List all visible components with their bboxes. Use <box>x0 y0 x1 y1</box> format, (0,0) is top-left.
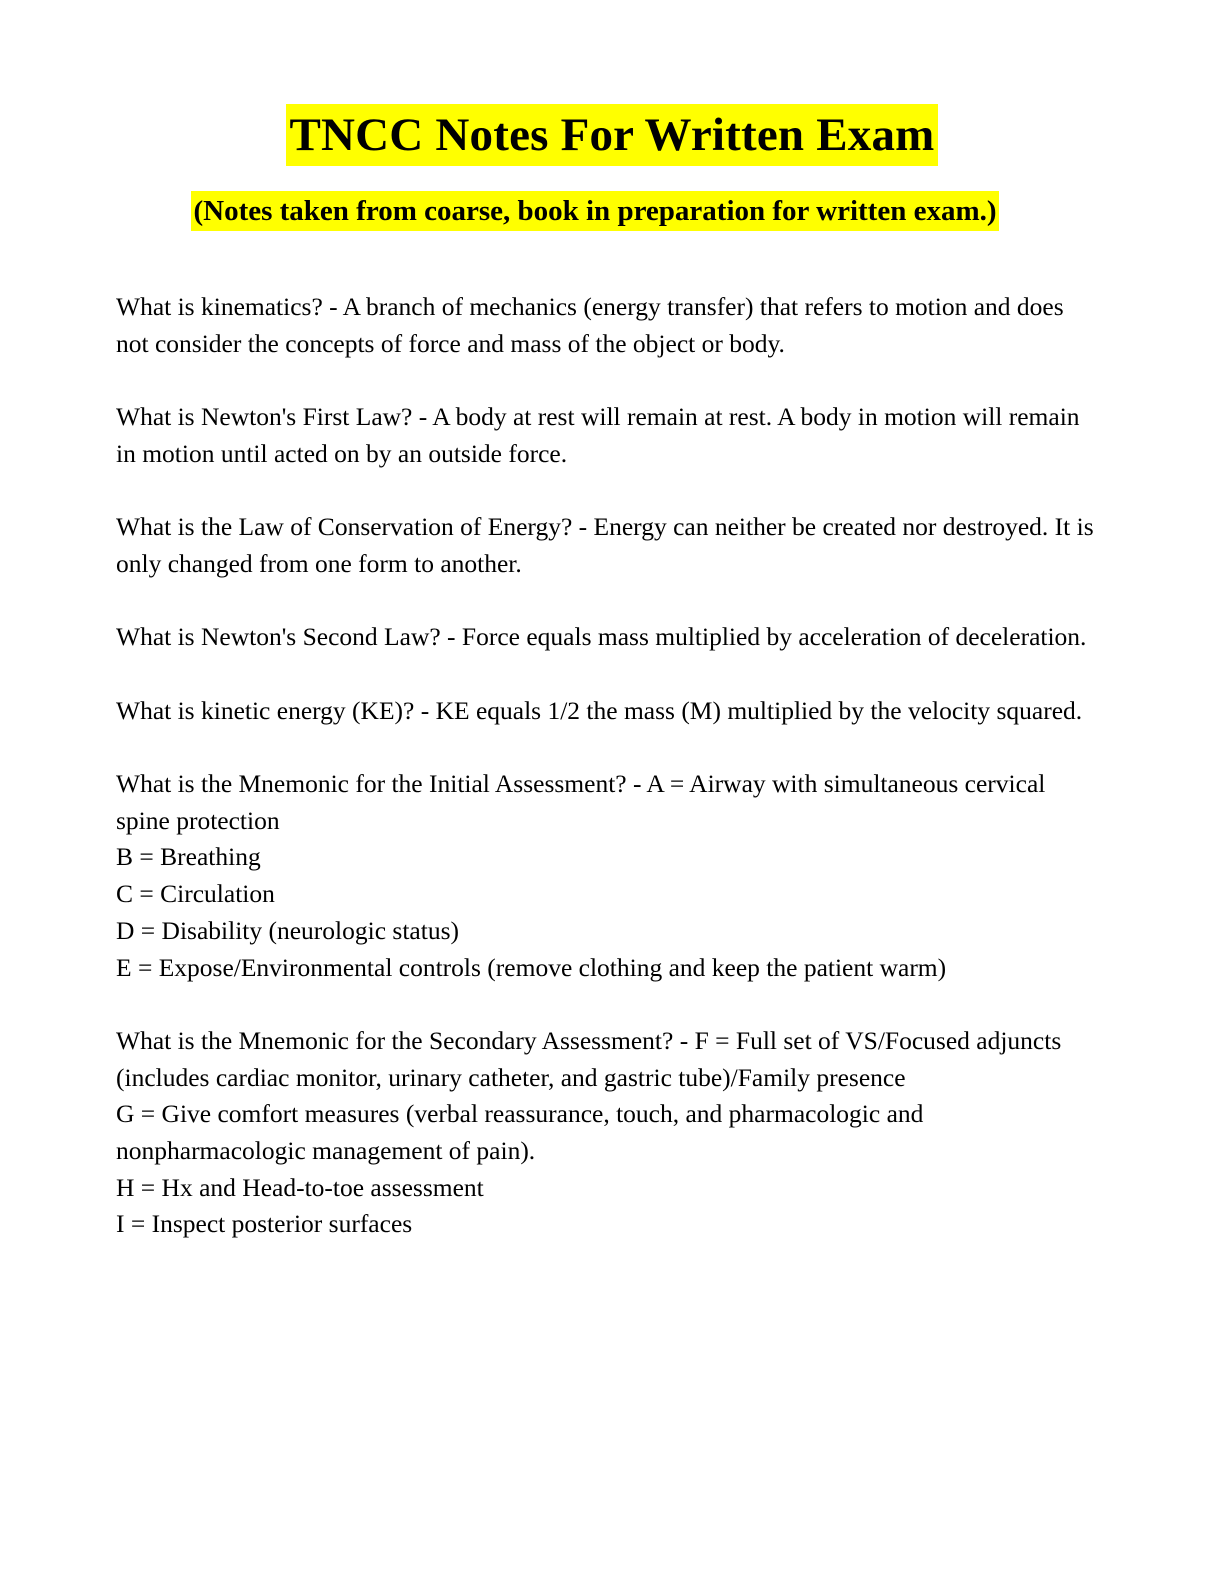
mnemonic-line: D = Disability (neurologic status) <box>116 915 459 945</box>
note-conservation-of-energy <box>116 509 1096 582</box>
note-text: What is Newton's First Law? - A body at rest will remain at rest. A body in motion will remain in motion until acted on by an outside force. <box>116 402 1080 468</box>
mnemonic-line: E = Expose/Environmental controls (remove clothing and keep the patient warm) <box>116 952 947 982</box>
note-text: What is kinematics? - A branch of mechanics (energy transfer) that refers to motion and does not consider the concepts of force and mass of the object or body. <box>116 292 1064 358</box>
notes-body <box>116 289 1096 1280</box>
note-newtons-first-law <box>116 399 1096 472</box>
note-text: What is Newton's Second Law? - Force equals mass multiplied by acceleration of deceleration. <box>116 622 1087 652</box>
mnemonic-line: G = Give comfort measures (verbal reassurance, touch, and pharmacologic and nonpharmacologic management of pain). <box>116 1099 924 1166</box>
mnemonic-line: I = Inspect posterior surfaces <box>116 1209 413 1239</box>
page-subtitle: (Notes taken from coarse, book in preparation for written exam.) <box>191 191 998 231</box>
note-initial-assessment <box>116 766 1096 986</box>
subtitle-container <box>0 191 1190 231</box>
mnemonic-line: H = Hx and Head-to-toe assessment <box>116 1172 484 1202</box>
title-container <box>0 104 1224 166</box>
mnemonic-line: C = Circulation <box>116 879 275 909</box>
note-kinematics <box>116 289 1096 362</box>
note-text: What is the Mnemonic for the Secondary Assessment? - F = Full set of VS/Focused adjuncts (includes cardiac monitor, urinary catheter, and gastric tube)/Family presence <box>116 1025 1062 1092</box>
note-kinetic-energy <box>116 693 1096 730</box>
note-secondary-assessment <box>116 1023 1096 1243</box>
mnemonic-line: B = Breathing <box>116 842 261 872</box>
note-newtons-second-law <box>116 619 1096 656</box>
note-text: What is the Mnemonic for the Initial Assessment? - A = Airway with simultaneous cervical spine protection <box>116 769 1046 835</box>
note-text: What is the Law of Conservation of Energy? - Energy can neither be created nor destroyed. It is only changed from one form to another. <box>116 512 1094 578</box>
page-title: TNCC Notes For Written Exam <box>286 104 937 166</box>
note-text: What is kinetic energy (KE)? - KE equals 1/2 the mass (M) multiplied by the velocity squared. <box>116 695 1083 725</box>
